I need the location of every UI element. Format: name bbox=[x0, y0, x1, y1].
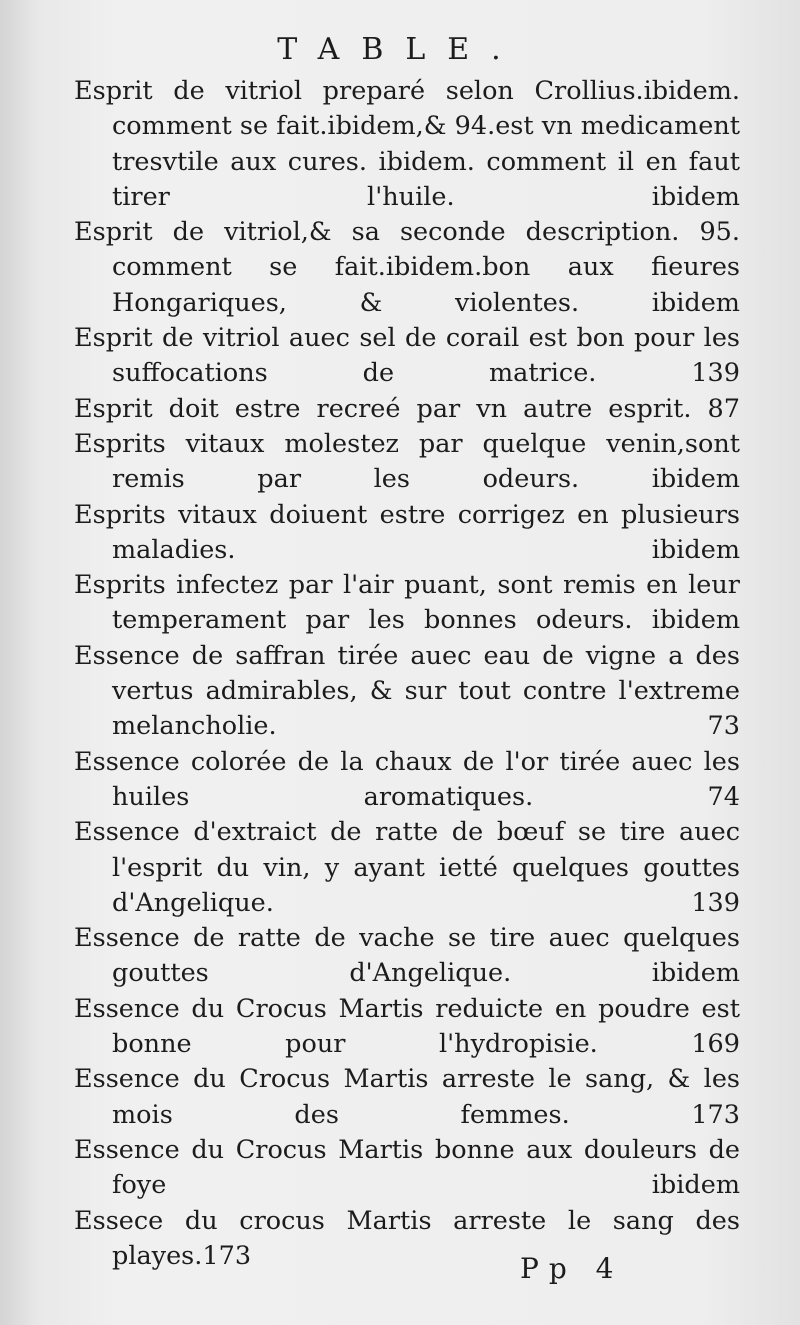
index-entry: Essence d'extraict de ratte de bœuf se tire auec l'esprit du vin, y ayant ietté quelques gouttes d'Angelique. 139 bbox=[74, 817, 740, 918]
index-entries bbox=[74, 74, 740, 1274]
index-entry: Essence colorée de la chaux de l'or tirée auec les huiles aromatiques. 74 bbox=[74, 746, 740, 812]
index-entry: Esprits vitaux molestez par quelque venin,sont remis par les odeurs. ibidem bbox=[74, 428, 740, 495]
index-entry: Essence du Crocus Martis bonne aux douleurs de foye ibidem bbox=[74, 1134, 740, 1201]
index-entry: Essence de ratte de vache se tire auec quelques gouttes d'Angelique. ibidem bbox=[74, 923, 740, 989]
index-entry: Essece du crocus Martis arreste le sang des playes.173 bbox=[74, 1205, 740, 1271]
index-entry: Esprit de vitriol auec sel de corail est bon pour les suffocations de matrice. 139 bbox=[74, 323, 740, 389]
index-entry: Esprit doit estre recreé par vn autre esprit. 87 bbox=[74, 393, 740, 424]
index-entry: Esprit de vitriol preparé selon Crollius.ibidem. comment se fait.ibidem,& 94.est vn medicament tresvtile aux cures. ibidem. comment il en faut tirer l'huile. ibidem bbox=[74, 76, 740, 212]
index-entry: Essence du Crocus Martis arreste le sang, & les mois des femmes. 173 bbox=[74, 1064, 740, 1130]
signature-mark: Pp 4 bbox=[520, 1252, 624, 1285]
page-header: TABLE. bbox=[277, 32, 523, 67]
index-entry: Essence de saffran tirée auec eau de vigne a des vertus admirables, & sur tout contre l'extreme melancholie. 73 bbox=[74, 640, 740, 742]
index-entry: Esprits infectez par l'air puant, sont remis en leur temperament par les bonnes odeurs. ibidem bbox=[74, 570, 740, 636]
index-entry: Esprit de vitriol,& sa seconde description. 95. comment se fait.ibidem.bon aux fieures Hongariques, & violentes. ibidem bbox=[74, 217, 740, 318]
index-entry: Esprits vitaux doiuent estre corrigez en plusieurs maladies. ibidem bbox=[74, 499, 740, 565]
index-entry: Essence du Crocus Martis reduicte en poudre est bonne pour l'hydropisie. 169 bbox=[74, 993, 740, 1060]
